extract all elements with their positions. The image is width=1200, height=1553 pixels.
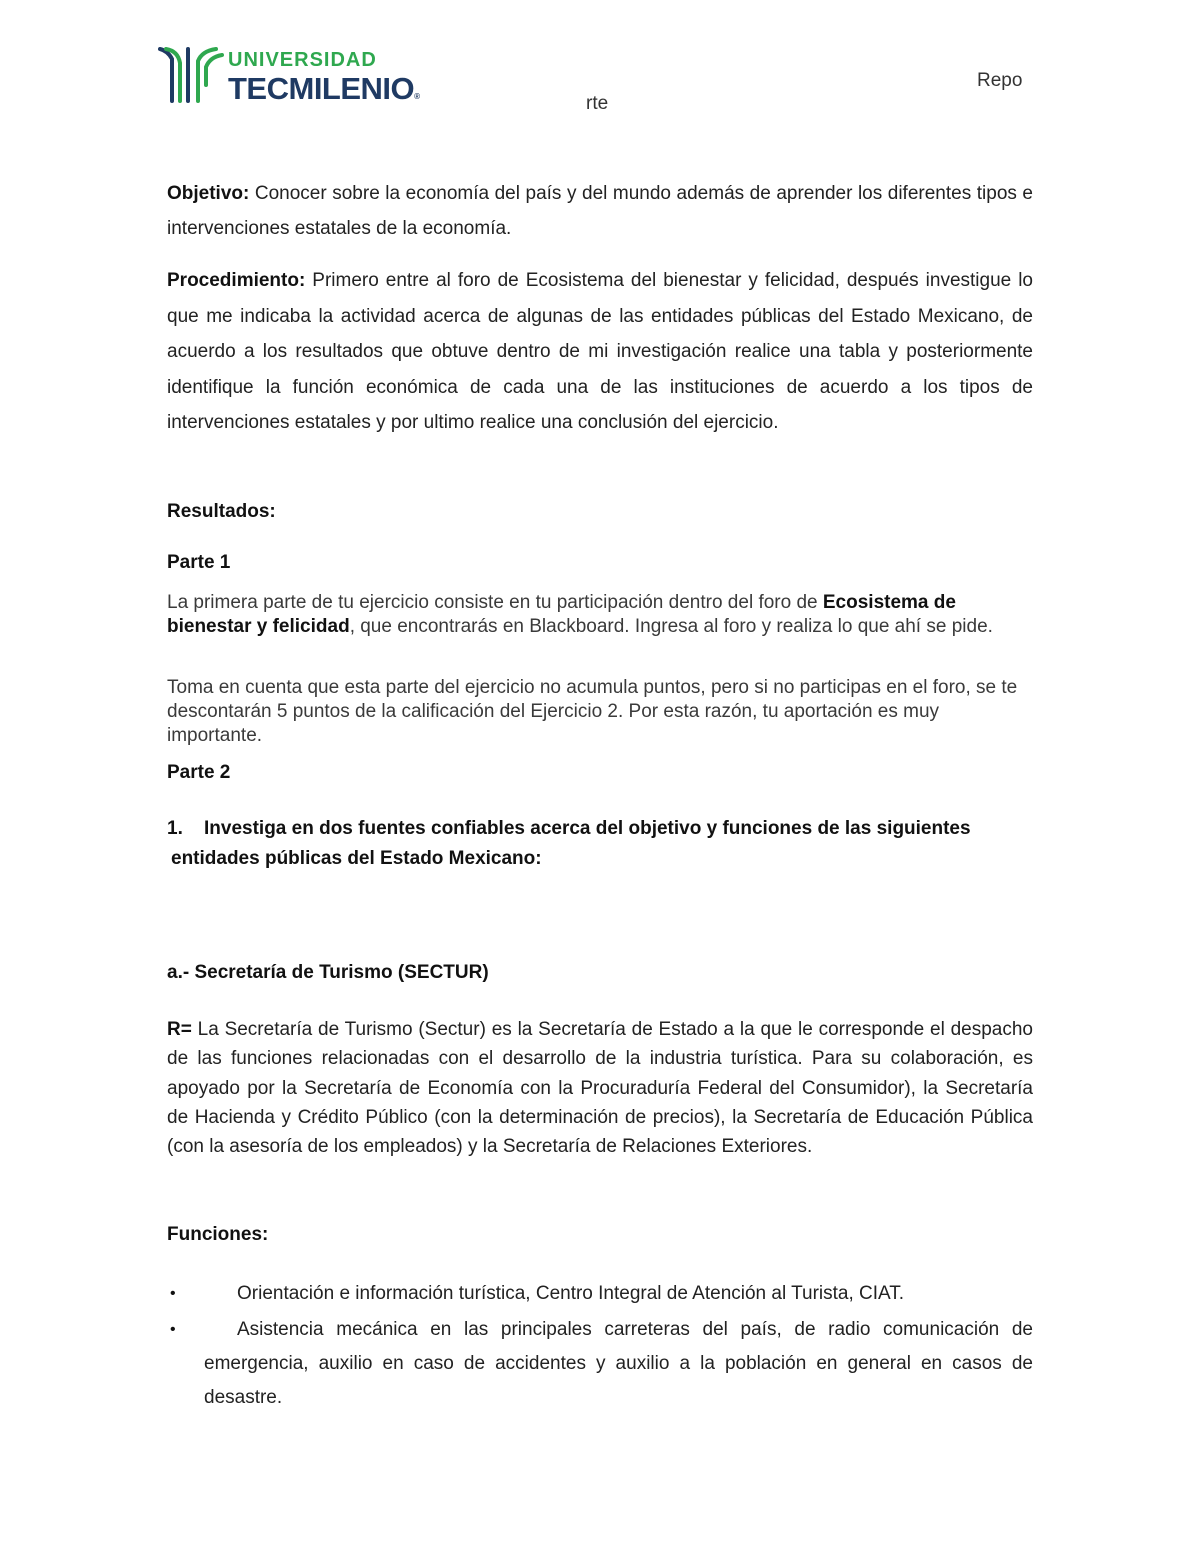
sectur-answer-paragraph: [167, 1015, 1033, 1161]
bullet-icon: •: [170, 1285, 176, 1302]
answer-label: R=: [167, 1019, 192, 1040]
parte1-p1-text-a: La primera parte de tu ejercicio consiste en tu participación dentro del foro de: [167, 592, 823, 613]
sectur-answer-text: La Secretaría de Turismo (Sectur) es la Secretaría de Estado a la que le corresponde el despacho de las funciones relacionadas con el desarrollo de la industria turística. Para su colaboración, es apoyado por la Secretaría de Economía con la Procuraduría Federal del Consumidor), la Secretaría de Hacienda y Crédito Público (con la determinación de precios), la Secretaría de Educación Pública (con la asesoría de los empleados) y la Secretaría de Relaciones Exteriores.: [167, 1019, 1033, 1158]
resultados-heading: Resultados:: [167, 501, 276, 522]
parte1-heading: Parte 1: [167, 552, 231, 573]
procedimiento-text: Primero entre al foro de Ecosistema del bienestar y felicidad, después investigue lo que me indicaba la actividad acerca de algunas de las entidades públicas del Estado Mexicano, de acuerdo a los resultados que obtuve dentro de mi investigación realice una tabla y posteriormente identifique la función económica de cada una de las instituciones de acuerdo a los tipos de intervenciones estatales y por ultimo realice una conclusión del ejercicio.: [167, 270, 1033, 433]
parte2-heading: Parte 2: [167, 762, 231, 783]
sectur-heading: a.- Secretaría de Turismo (SECTUR): [167, 962, 489, 983]
funciones-heading: Funciones:: [167, 1224, 269, 1245]
registered-mark: ®: [414, 92, 420, 101]
parte1-p1-text-b: , que encontrarás en Blackboard. Ingresa al foro y realiza lo que ahí se pide.: [349, 616, 993, 637]
parte1-paragraph2: Toma en cuenta que esta parte del ejercicio no acumula puntos, pero si no participas en el foro, se te descontarán 5 puntos de la calificación del Ejercicio 2. Por esta razón, tu aportación es muy importante.: [167, 677, 1018, 746]
bullet-icon: •: [170, 1321, 176, 1338]
header-title-part1: Repo: [977, 70, 1023, 91]
procedimiento-paragraph: [167, 263, 1033, 441]
parte1-paragraph1: [167, 591, 1033, 639]
funcion-item: Orientación e información turística, Centro Integral de Atención al Turista, CIAT.: [237, 1283, 905, 1304]
objetivo-text: Conocer sobre la economía del país y del mundo además de aprender los diferentes tipos e intervenciones estatales de la economía.: [167, 183, 1033, 239]
list-number: 1.: [167, 818, 183, 839]
objetivo-paragraph: [167, 176, 1033, 246]
logo-text-tecmilenio: TECMILENIO®: [228, 71, 420, 106]
header-title-part2: rte: [586, 93, 609, 114]
tecmilenio-logo-mark: [158, 45, 224, 107]
procedimiento-label: Procedimiento:: [167, 270, 306, 291]
funcion-item: Asistencia mecánica en las principales carreteras del país, de radio comunicación de emergencia, auxilio en caso de accidentes y auxilio a la población en general en casos de desastre.: [204, 1319, 1033, 1408]
list-item-text: Investiga en dos fuentes confiables acerca del objetivo y funciones de las siguientes entidades públicas del Estado Mexicano:: [171, 818, 971, 869]
tecmilenio-logo: [158, 45, 448, 107]
parte1-p1-bold: Ecosistema de bienestar y felicidad: [167, 592, 956, 637]
logo-text-universidad: UNIVERSIDAD: [228, 49, 377, 71]
objetivo-label: Objetivo:: [167, 183, 250, 204]
